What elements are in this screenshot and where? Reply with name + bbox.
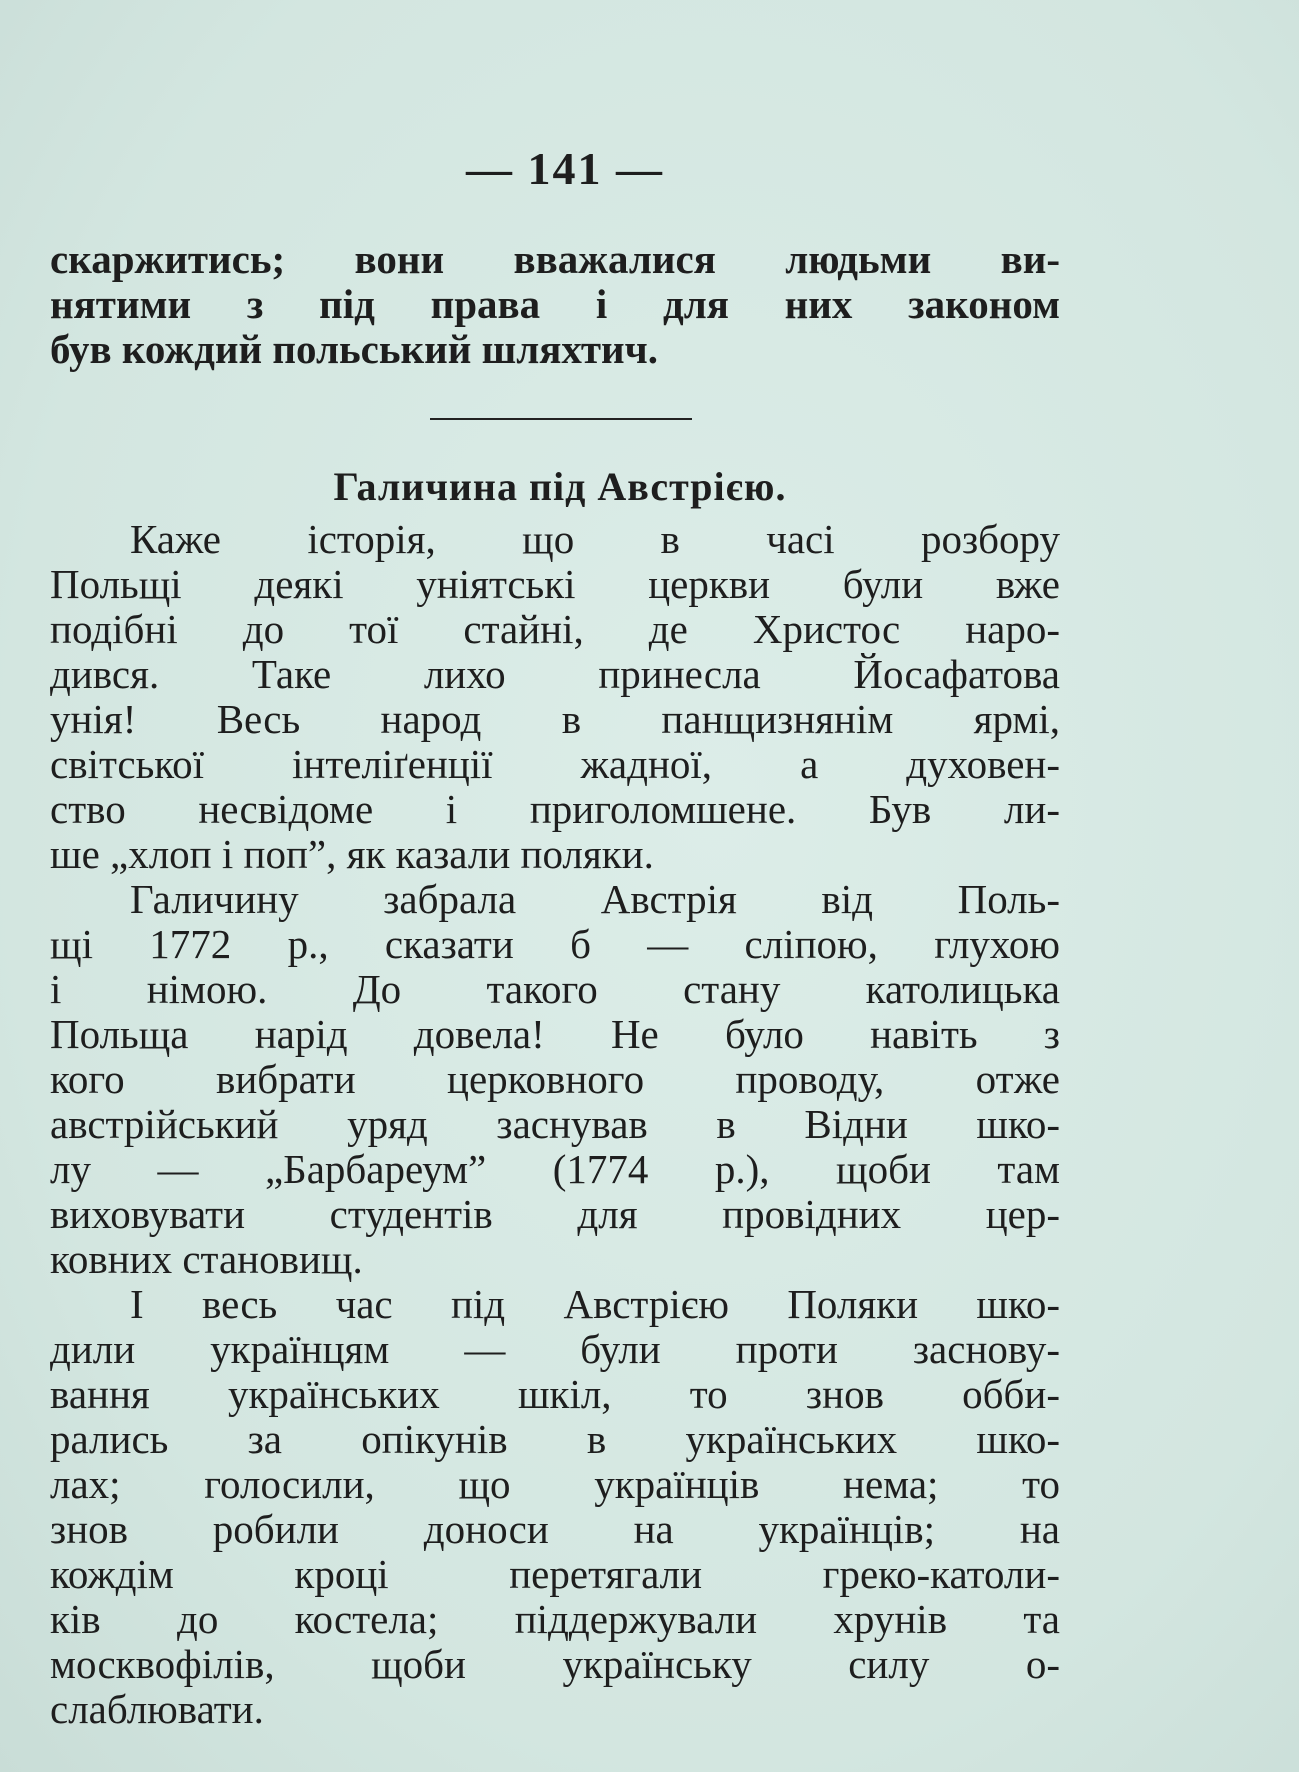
text-line: москвофілів, щоби українську силу о- bbox=[50, 1641, 1060, 1687]
text-line: подібні до тої стайні, де Христос наро- bbox=[50, 606, 1060, 652]
page-number: — 141 — bbox=[466, 143, 664, 194]
text-line: слаблювати. bbox=[50, 1686, 264, 1732]
text-line: скаржитись; вони вважалися людьми ви- bbox=[50, 236, 1060, 282]
text-line: І весь час під Австрією Поляки шко- bbox=[130, 1281, 1060, 1327]
text-line: кого вибрати церковного проводу, отже bbox=[50, 1056, 1060, 1102]
text-line: Польщі деякі уніятські церкви були вже bbox=[50, 561, 1060, 607]
text-line: унія! Весь народ в панщизнянім ярмі, bbox=[50, 696, 1060, 742]
text-line: щі 1772 р., сказати б — сліпою, глухою bbox=[50, 921, 1060, 967]
text-line: нятими з під права і для них законом bbox=[50, 281, 1060, 327]
text-line: світської інтеліґенції жадної, а духовен- bbox=[50, 741, 1060, 787]
section-divider bbox=[430, 418, 692, 420]
text-line: лу — „Барбареум” (1774 р.), щоби там bbox=[50, 1146, 1060, 1192]
text-line: Польща нарід довела! Не було навіть з bbox=[50, 1011, 1060, 1057]
text-line: ство несвідоме і приголомшене. Був ли- bbox=[50, 786, 1060, 832]
text-line: дився. Таке лихо принесла Йосафатова bbox=[50, 651, 1060, 697]
section-heading: Галичина під Австрією. bbox=[333, 464, 787, 509]
text-line: і німою. До такого стану католицька bbox=[50, 966, 1060, 1012]
text-line: ків до костела; піддержували хрунів та bbox=[50, 1596, 1060, 1642]
text-line: знов робили доноси на українців; на bbox=[50, 1506, 1060, 1552]
text-line: ше „хлоп і поп”, як казали поляки. bbox=[50, 831, 654, 877]
text-line: кождім кроці перетягали греко-католи- bbox=[50, 1551, 1060, 1597]
text-line: рались за опікунів в українських шко- bbox=[50, 1416, 1060, 1462]
text-line: лах; голосили, що українців нема; то bbox=[50, 1461, 1060, 1507]
text-line: Каже історія, що в часі розбору bbox=[130, 516, 1060, 562]
section-body bbox=[50, 517, 1060, 1732]
text-line: Галичину забрала Австрія від Поль- bbox=[130, 876, 1060, 922]
text-line: вання українських шкіл, то знов обби- bbox=[50, 1371, 1060, 1417]
text-line: дили українцям — були проти заснову- bbox=[50, 1326, 1060, 1372]
text-line: ковних становищ. bbox=[50, 1236, 363, 1282]
text-line: виховувати студентів для провідних цер- bbox=[50, 1191, 1060, 1237]
text-line: австрійський уряд заснував в Відни шко- bbox=[50, 1101, 1060, 1147]
top-paragraph bbox=[50, 237, 1060, 372]
text-line: був кождий польський шляхтич. bbox=[50, 326, 659, 372]
